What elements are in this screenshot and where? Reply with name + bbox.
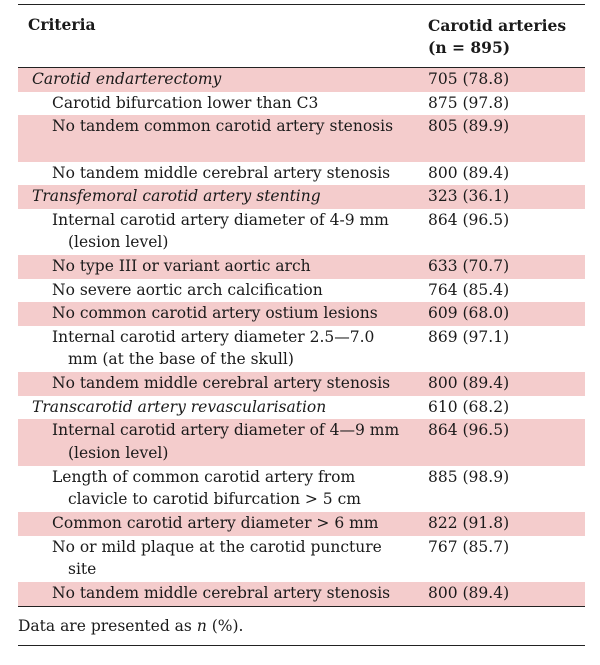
row-label: Transfemoral carotid artery stenting bbox=[32, 187, 321, 205]
row-value: 875 (97.8) bbox=[428, 93, 510, 112]
row-label: No type III or variant aortic arch bbox=[52, 257, 311, 275]
table-row bbox=[18, 326, 585, 373]
table-row bbox=[18, 512, 585, 536]
table-row bbox=[18, 209, 585, 256]
table-row bbox=[18, 536, 585, 583]
header-sample-size: (n = 895) bbox=[428, 38, 511, 57]
row-label: Carotid endarterectomy bbox=[32, 70, 222, 88]
row-value: 764 (85.4) bbox=[428, 280, 510, 299]
row-label: Transcarotid artery revascularisation bbox=[32, 397, 327, 416]
row-value: 610 (68.2) bbox=[428, 397, 510, 416]
footnote-suffix: (%). bbox=[206, 616, 244, 635]
row-value: 864 (96.5) bbox=[428, 210, 510, 229]
row-value: 885 (98.9) bbox=[428, 467, 510, 486]
row-label: No or mild plaque at the carotid puncture site bbox=[52, 537, 382, 578]
row-label: Internal carotid artery diameter of 4—9 mm (lesion level) bbox=[52, 421, 400, 462]
row-label: No severe aortic arch calcification bbox=[52, 280, 323, 299]
row-value: 633 (70.7) bbox=[428, 257, 510, 275]
footnote-prefix: Data are presented as bbox=[18, 616, 197, 635]
table-row bbox=[18, 162, 585, 186]
row-value: 609 (68.0) bbox=[428, 304, 510, 322]
table-row-section bbox=[18, 68, 585, 92]
table-footnote bbox=[18, 607, 585, 645]
table-row-section bbox=[18, 185, 585, 209]
table-row bbox=[18, 419, 585, 466]
row-label: No tandem middle cerebral artery stenosis bbox=[52, 374, 391, 392]
row-label: No common carotid artery ostium lesions bbox=[52, 304, 378, 322]
table-row bbox=[18, 372, 585, 396]
table-row-section bbox=[18, 396, 585, 420]
row-label: No tandem middle cerebral artery stenosis bbox=[52, 163, 391, 182]
header-carotid-arteries bbox=[415, 5, 585, 67]
row-value: 822 (91.8) bbox=[428, 514, 510, 532]
table-header bbox=[18, 5, 585, 67]
table-row bbox=[18, 115, 585, 162]
table-row bbox=[18, 582, 585, 606]
table-row bbox=[18, 255, 585, 279]
row-value: 805 (89.9) bbox=[428, 117, 510, 135]
table-row bbox=[18, 466, 585, 513]
header-carotid-title: Carotid arteries bbox=[428, 16, 567, 35]
row-label: No tandem common carotid artery stenosis bbox=[52, 117, 394, 135]
header-criteria: Criteria bbox=[28, 15, 96, 34]
row-value: 800 (89.4) bbox=[428, 584, 510, 602]
row-label: Carotid bifurcation lower than C3 bbox=[52, 93, 319, 112]
row-label: Common carotid artery diameter > 6 mm bbox=[52, 514, 379, 532]
row-label: Internal carotid artery diameter of 4-9 mm (lesion level) bbox=[52, 210, 389, 251]
table-row bbox=[18, 92, 585, 116]
row-value: 869 (97.1) bbox=[428, 327, 510, 346]
row-label: Length of common carotid artery from clavicle to carotid bifurcation > 5 cm bbox=[52, 467, 361, 508]
row-value: 767 (85.7) bbox=[428, 537, 510, 556]
row-label: Internal carotid artery diameter 2.5—7.0 mm (at the base of the skull) bbox=[52, 327, 375, 368]
table-row bbox=[18, 302, 585, 326]
row-value: 705 (78.8) bbox=[428, 70, 510, 88]
row-value: 323 (36.1) bbox=[428, 187, 510, 205]
footnote-n: n bbox=[196, 616, 207, 635]
row-label: No tandem middle cerebral artery stenosis bbox=[52, 584, 391, 602]
row-value: 800 (89.4) bbox=[428, 163, 510, 182]
row-value: 864 (96.5) bbox=[428, 421, 510, 439]
table-row bbox=[18, 279, 585, 303]
footnote-rule bbox=[18, 645, 585, 646]
criteria-table bbox=[18, 4, 585, 646]
row-value: 800 (89.4) bbox=[428, 374, 510, 392]
